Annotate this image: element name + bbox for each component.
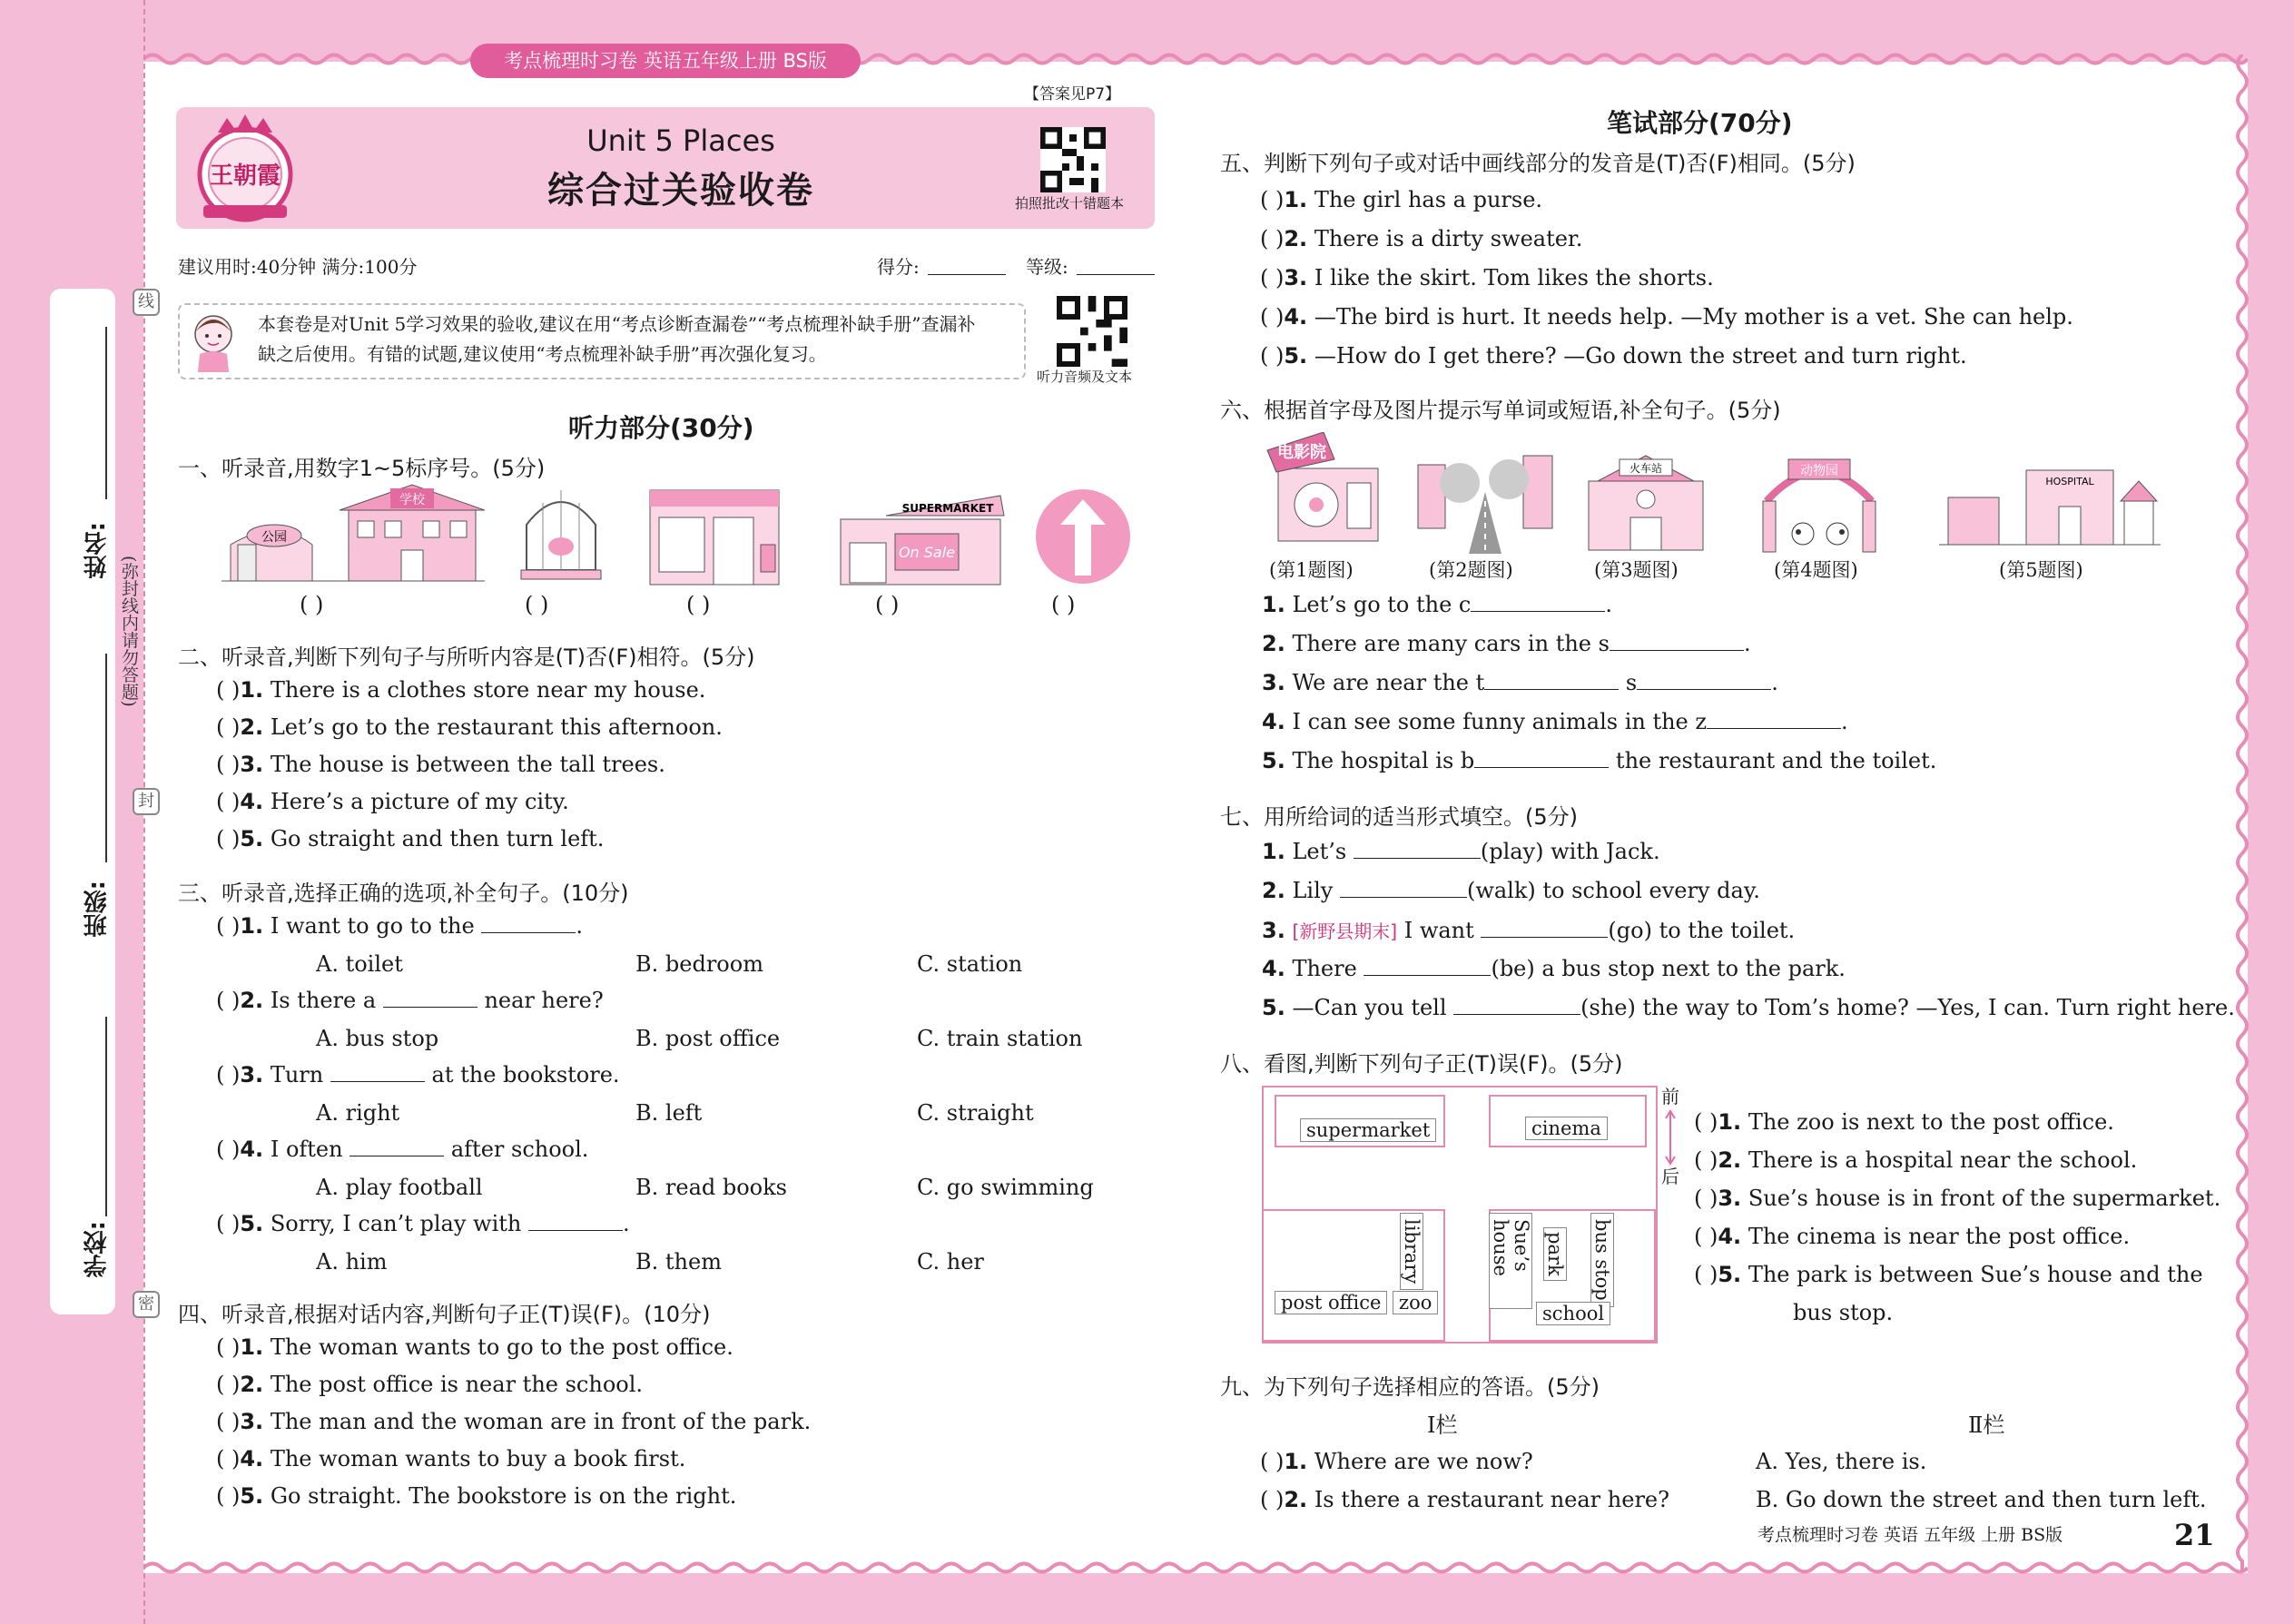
section-1-heading: 一、听录音,用数字1~5标序号。(5分)	[178, 456, 546, 481]
direction-arrow-icon	[1665, 1109, 1676, 1166]
list-item[interactable]: ( )4. —The bird is hurt. It needs help. —My mother is a vet. She can help.	[1260, 304, 2073, 330]
picture-caption: (第2题图)	[1429, 559, 1513, 581]
list-item[interactable]: 4. There (be) a bus stop next to the park.	[1262, 956, 1846, 981]
section-5-heading: 五、判断下列句子或对话中画线部分的发音是(T)否(F)相同。(5分)	[1220, 151, 1856, 176]
seal-secret-mark: 密	[133, 1291, 160, 1318]
option-b[interactable]: B. post office	[635, 1026, 781, 1051]
list-item[interactable]: ( )2. Is there a restaurant near here?	[1260, 1487, 1669, 1512]
page-number: 21	[2174, 1518, 2215, 1552]
footer-info: 考点梳理时习卷 英语 五年级 上册 BS版	[1757, 1525, 2063, 1545]
class-line[interactable]	[105, 654, 107, 862]
list-item[interactable]: 3. [新野县期末] I want (go) to the toilet.	[1262, 918, 1796, 943]
top-wave-border	[143, 51, 2248, 67]
map-label-school: school	[1536, 1302, 1610, 1325]
writing-section-title: 笔试部分(70分)	[1607, 108, 1793, 138]
option-b[interactable]: B. left	[635, 1100, 703, 1126]
section-6-heading: 六、根据首字母及图片提示写单词或短语,补全句子。(5分)	[1220, 398, 1781, 423]
logo-text: 王朝霞	[209, 162, 281, 190]
option-b[interactable]: B. them	[635, 1249, 722, 1275]
unit-title: Unit 5 Places	[586, 123, 775, 158]
qr-code-icon[interactable]	[1040, 127, 1106, 192]
list-item[interactable]: ( )3. Sue’s house is in front of the supermarket.	[1694, 1186, 2221, 1211]
option-c[interactable]: C. train station	[917, 1026, 1083, 1051]
zoo-picture	[1748, 447, 1890, 554]
map-label-park: park	[1543, 1227, 1567, 1281]
option-c[interactable]: C. straight	[917, 1100, 1034, 1126]
note-line-2: 缺之后使用。有错的试题,建议使用“考点梳理补缺手册”再次强化复习。	[258, 343, 827, 365]
list-item[interactable]: 1. Let’s (play) with Jack.	[1262, 839, 1660, 864]
list-item[interactable]: ( )4. I often after school.	[216, 1137, 589, 1162]
list-item[interactable]: ( )5. Sorry, I can’t play with .	[216, 1211, 630, 1236]
school-and-park-picture	[222, 481, 485, 590]
option-a[interactable]: A. him	[316, 1249, 388, 1275]
s1-answer-paren-2[interactable]: ( )	[525, 592, 549, 617]
map-label-supermarket: supermarket	[1300, 1118, 1436, 1142]
park-sign: 公园	[261, 530, 287, 545]
list-item[interactable]: ( )1. The zoo is next to the post office.	[1694, 1109, 2114, 1135]
s1-answer-paren-1[interactable]: ( )	[300, 592, 324, 617]
list-item[interactable]: ( )1. The woman wants to go to the post office.	[216, 1334, 733, 1360]
school-label: 学校:	[84, 1221, 111, 1278]
section-4-heading: 四、听录音,根据对话内容,判断句子正(T)误(F)。(10分)	[178, 1302, 711, 1327]
time-info: 建议用时:40分钟 满分:100分	[178, 256, 418, 278]
list-item[interactable]: ( )2. There is a dirty sweater.	[1260, 226, 1583, 251]
list-item[interactable]: ( )2. Let’s go to the restaurant this afternoon.	[216, 714, 723, 740]
hospital-street-picture	[1939, 461, 2161, 554]
seal-seal-mark: 封	[133, 788, 160, 815]
answer-reference: 【答案见P7】	[1024, 85, 1121, 103]
list-item[interactable]: ( )2. There is a hospital near the school.	[1694, 1147, 2138, 1173]
list-item[interactable]: 2. There are many cars in the s .	[1262, 631, 1751, 656]
class-label: 班级:	[84, 881, 111, 938]
school-sign: 学校	[399, 493, 425, 507]
score-label: 得分:	[877, 256, 920, 278]
option-a[interactable]: A. play football	[316, 1175, 483, 1200]
option-b[interactable]: B. bedroom	[635, 951, 763, 977]
no-answer-note: (弥封线内请勿答题)	[119, 556, 139, 707]
grade-label: 等级:	[1026, 256, 1068, 278]
list-item[interactable]: ( )3. The house is between the tall trees.	[216, 752, 665, 777]
option-a[interactable]: A. bus stop	[316, 1026, 439, 1051]
option-b[interactable]: B. read books	[635, 1175, 787, 1200]
column-1-label: Ⅰ栏	[1427, 1412, 1458, 1438]
page-title: 综合过关验收卷	[547, 170, 814, 212]
list-item[interactable]: ( )4. The woman wants to buy a book first.	[216, 1446, 686, 1471]
list-item[interactable]: ( )3. I like the skirt. Tom likes the shorts.	[1260, 265, 1714, 290]
option-c[interactable]: C. her	[917, 1249, 984, 1275]
zoo-sign: 动物园	[1800, 464, 1838, 478]
list-item[interactable]: 2. Lily (walk) to school every day.	[1262, 878, 1760, 903]
cinema-picture	[1260, 432, 1389, 554]
s1-answer-paren-3[interactable]: ( )	[686, 592, 711, 617]
section-8-heading: 八、看图,判断下列句子正(T)误(F)。(5分)	[1220, 1051, 1623, 1077]
list-item[interactable]: ( )1. I want to go to the .	[216, 913, 583, 939]
compass-front-label: 前	[1661, 1086, 1679, 1107]
series-banner: 考点梳理时习卷 英语五年级上册 BS版	[470, 44, 861, 78]
list-item[interactable]: ( )4. Here’s a picture of my city.	[216, 789, 569, 814]
section-3-heading: 三、听录音,选择正确的选项,补全句子。(10分)	[178, 881, 629, 906]
qr-caption-correction: 拍照批改十错题本	[1015, 195, 1125, 212]
clothes-store-picture	[646, 487, 783, 588]
girl-mascot-icon	[185, 307, 241, 374]
source-tag: [新野县期末]	[1292, 920, 1398, 942]
compass-back-label: 后	[1661, 1166, 1679, 1187]
picture-caption: (第3题图)	[1594, 559, 1679, 581]
list-item[interactable]: ( )4. The cinema is near the post office.	[1694, 1224, 2131, 1249]
list-item[interactable]: 1. Let’s go to the c .	[1262, 592, 1613, 617]
section-2-heading: 二、听录音,判断下列句子与所听内容是(T)否(F)相符。(5分)	[178, 645, 755, 670]
supermarket-picture	[832, 488, 1009, 588]
list-item-continuation: bus stop.	[1793, 1300, 1894, 1325]
street-picture	[1414, 447, 1556, 554]
map-label-zoo: zoo	[1393, 1291, 1438, 1314]
supermarket-sign: SUPERMARKET	[901, 502, 994, 515]
cinema-sign: 电影院	[1277, 443, 1326, 462]
school-line[interactable]	[105, 1017, 107, 1216]
list-item[interactable]: ( )5. The park is between Sue’s house and the	[1694, 1262, 2203, 1287]
grade-blank[interactable]	[1077, 274, 1155, 275]
hospital-sign: HOSPITAL	[2045, 476, 2094, 487]
audio-qr-code-icon[interactable]	[1057, 296, 1127, 367]
seal-line-mark: 线	[133, 289, 160, 316]
list-item[interactable]: ( )3. Turn at the bookstore.	[216, 1062, 620, 1088]
option-a[interactable]: A. toilet	[316, 951, 403, 977]
name-line[interactable]	[105, 327, 107, 499]
section-9-heading: 九、为下列句子选择相应的答语。(5分)	[1220, 1374, 1600, 1400]
picture-caption: (第4题图)	[1774, 559, 1858, 581]
train-station-sign: 火车站	[1629, 462, 1663, 475]
picture-caption: (第5题图)	[1999, 559, 2083, 581]
list-item[interactable]: ( )3. The man and the woman are in front of the park.	[216, 1409, 812, 1434]
list-item[interactable]: ( )2. Is there a near here?	[216, 988, 604, 1013]
map-label-post-office: post office	[1275, 1291, 1387, 1314]
list-item[interactable]: ( )5. —How do I get there? —Go down the street and turn right.	[1260, 343, 1967, 369]
list-item[interactable]: 4. I can see some funny animals in the z .	[1262, 709, 1848, 734]
list-item[interactable]: ( )1. The girl has a purse.	[1260, 187, 1543, 212]
name-label: 姓名:	[84, 522, 111, 579]
birdcage-picture	[514, 483, 608, 588]
publisher-logo-icon	[185, 111, 305, 225]
map-label-sues-house: Sue’s house	[1489, 1213, 1532, 1309]
map-label-bus-stop: bus stop	[1590, 1213, 1614, 1307]
list-item[interactable]: 5. —Can you tell (she) the way to Tom’s home? —Yes, I can. Turn right here.	[1262, 995, 2235, 1020]
column-2-label: Ⅱ栏	[1968, 1412, 2005, 1438]
answer-option: A. Yes, there is.	[1756, 1449, 1927, 1474]
list-item[interactable]: ( )2. The post office is near the school.	[216, 1372, 644, 1397]
list-item[interactable]: 5. The hospital is b the restaurant and the toilet.	[1262, 748, 1937, 773]
option-c[interactable]: C. go swimming	[917, 1175, 1094, 1200]
map-label-cinema: cinema	[1525, 1117, 1608, 1140]
list-item[interactable]: ( )5. Go straight. The bookstore is on the right.	[216, 1483, 737, 1509]
answer-option: B. Go down the street and then turn left.	[1756, 1487, 2207, 1512]
straight-arrow-sign-icon	[1033, 487, 1133, 586]
list-item[interactable]: 3. We are near the t s .	[1262, 670, 1778, 695]
section-7-heading: 七、用所给词的适当形式填空。(5分)	[1220, 804, 1578, 830]
s1-answer-paren-5[interactable]: ( )	[1051, 592, 1076, 617]
bottom-wave-border	[143, 1560, 2248, 1576]
list-item[interactable]: ( )5. Go straight and then turn left.	[216, 826, 605, 851]
right-wave-border	[2233, 54, 2251, 1570]
s1-answer-paren-4[interactable]: ( )	[875, 592, 900, 617]
list-item[interactable]: ( )1. There is a clothes store near my house.	[216, 677, 706, 703]
list-item[interactable]: ( )1. Where are we now?	[1260, 1449, 1533, 1474]
note-line-1: 本套卷是对Unit 5学习效果的验收,建议在用“考点诊断查漏卷”“考点梳理补缺手册”查漏补	[258, 313, 976, 335]
listening-section-title: 听力部分(30分)	[568, 413, 754, 443]
train-station-picture	[1580, 448, 1712, 554]
option-a[interactable]: A. right	[316, 1100, 400, 1126]
picture-caption: (第1题图)	[1269, 559, 1354, 581]
qr-caption-audio: 听力音频及文本	[1037, 369, 1133, 385]
option-c[interactable]: C. station	[917, 951, 1023, 977]
on-sale-sign: On Sale	[898, 544, 956, 561]
score-blank[interactable]	[928, 274, 1006, 275]
map-label-library: library	[1400, 1213, 1423, 1290]
